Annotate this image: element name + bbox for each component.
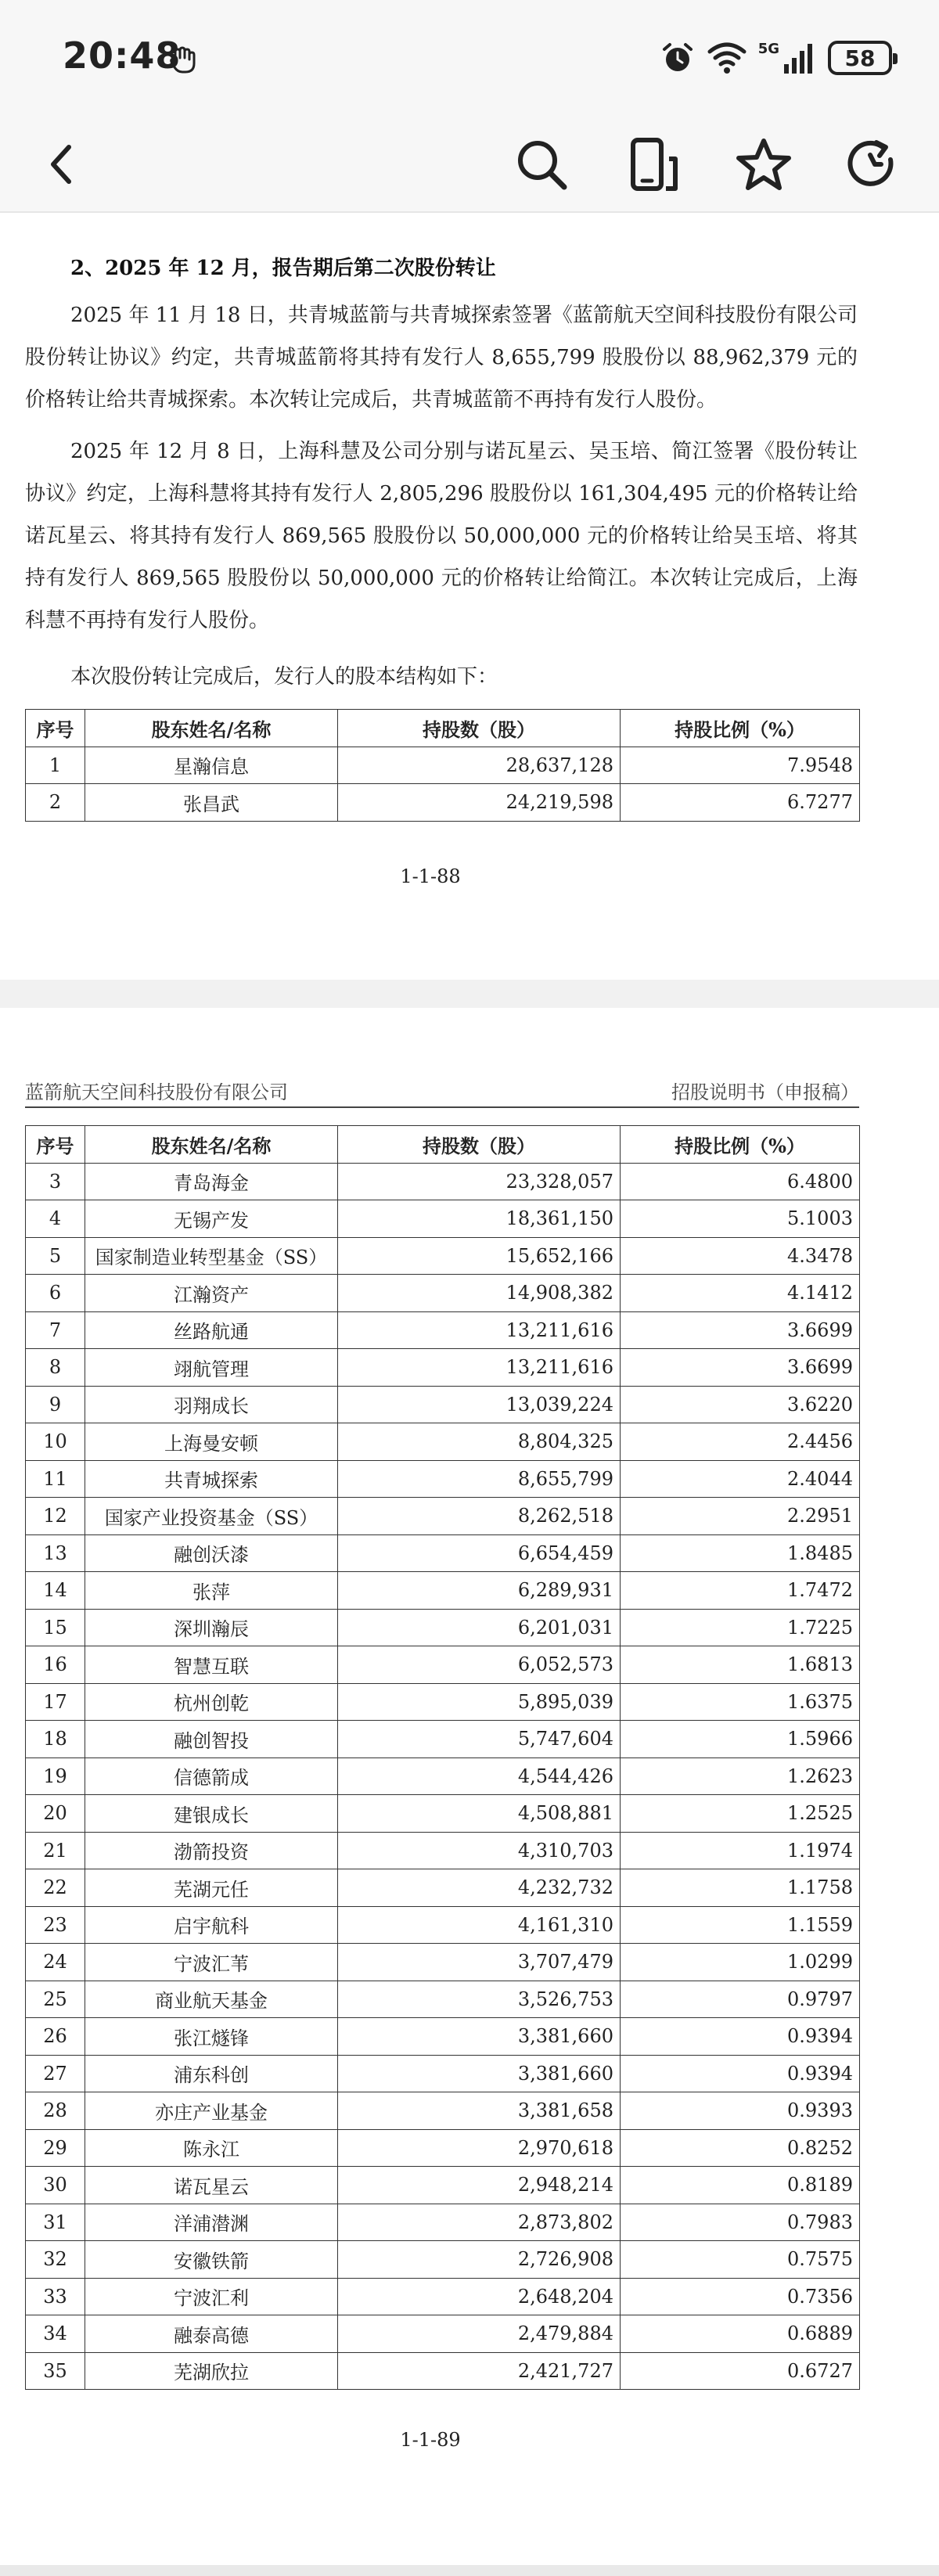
share-ratio: 5.1003 <box>621 1200 860 1238</box>
shareholder-name: 芜湖欣拉 <box>85 2352 338 2390</box>
status-bar <box>0 0 939 117</box>
shares-held: 8,804,325 <box>338 1423 621 1461</box>
shares-held: 6,289,931 <box>338 1572 621 1610</box>
header-shares: 持股数（股） <box>338 1126 621 1164</box>
shareholder-name: 融泰高德 <box>85 2315 338 2353</box>
shareholder-name: 张萍 <box>85 1572 338 1610</box>
shareholder-name: 宁波汇苇 <box>85 1944 338 1981</box>
shares-held: 13,211,616 <box>338 1311 621 1349</box>
device-rotate-icon <box>625 137 680 192</box>
table-row <box>26 1534 860 1572</box>
share-ratio: 2.4044 <box>621 1460 860 1498</box>
row-number: 1 <box>26 747 85 784</box>
bottom-bar <box>0 2565 939 2576</box>
signal-icon <box>782 41 817 75</box>
row-number: 25 <box>26 1981 85 2018</box>
share-ratio: 1.2623 <box>621 1758 860 1795</box>
wifi-icon <box>707 41 747 75</box>
page-number: 1-1-88 <box>400 865 461 887</box>
row-number: 14 <box>26 1572 85 1610</box>
shareholder-name: 渤箭投资 <box>85 1832 338 1869</box>
shareholder-name: 丝路航通 <box>85 1311 338 1349</box>
row-number: 29 <box>26 2129 85 2167</box>
shares-held: 3,381,660 <box>338 2055 621 2092</box>
row-number: 23 <box>26 1906 85 1944</box>
row-number: 15 <box>26 1609 85 1646</box>
row-number: 12 <box>26 1498 85 1535</box>
shareholder-name: 国家产业投资基金（SS） <box>85 1498 338 1535</box>
shares-held: 2,726,908 <box>338 2241 621 2279</box>
table-row <box>26 1944 860 1981</box>
document-page-88 <box>0 213 939 980</box>
row-number: 8 <box>26 1349 85 1387</box>
shareholder-name: 商业航天基金 <box>85 1981 338 2018</box>
table-row <box>26 1683 860 1721</box>
table-row <box>26 1795 860 1833</box>
row-number: 31 <box>26 2204 85 2241</box>
shareholder-name: 安徽铁箭 <box>85 2241 338 2279</box>
share-ratio: 0.9797 <box>621 1981 860 2018</box>
shareholder-name: 张昌武 <box>85 784 338 822</box>
table-row <box>26 2315 860 2353</box>
shares-held: 14,908,382 <box>338 1275 621 1312</box>
shareholder-name: 国家制造业转型基金（SS） <box>85 1237 338 1275</box>
search-button[interactable] <box>504 127 579 202</box>
share-ratio: 1.8485 <box>621 1534 860 1572</box>
shareholder-name: 智慧互联 <box>85 1646 338 1684</box>
share-ratio: 7.9548 <box>621 747 860 784</box>
table-row <box>26 2092 860 2130</box>
row-number: 11 <box>26 1460 85 1498</box>
share-ratio: 0.9394 <box>621 2055 860 2092</box>
table-row <box>26 1200 860 1238</box>
share-ratio: 1.1974 <box>621 1832 860 1869</box>
table-row <box>26 1646 860 1684</box>
shareholder-table-part2 <box>25 1125 860 2390</box>
shares-held: 6,201,031 <box>338 1609 621 1646</box>
share-ratio: 2.4456 <box>621 1423 860 1461</box>
share-ratio: 1.1559 <box>621 1906 860 1944</box>
shares-held: 3,526,753 <box>338 1981 621 2018</box>
table-row <box>26 1163 860 1200</box>
shareholder-name: 芜湖元任 <box>85 1869 338 1907</box>
row-number: 10 <box>26 1423 85 1461</box>
table-row <box>26 1572 860 1610</box>
share-ratio: 0.7356 <box>621 2278 860 2315</box>
share-ratio: 0.7575 <box>621 2241 860 2279</box>
shares-held: 4,544,426 <box>338 1758 621 1795</box>
row-number: 30 <box>26 2167 85 2204</box>
favorite-button[interactable] <box>726 127 801 202</box>
shareholder-name: 融创智投 <box>85 1721 338 1758</box>
paragraph-transfer-2: 2025 年 12 月 8 日，上海科慧及公司分别与诺瓦星云、吴玉培、简江签署《股份转让协议》约定，上海科慧将其持有发行人 2,805,296 股股份以 161,304,495 元的价格转让给诺瓦星云、将其持有发行人 869,565 股股份以 50,000,000 元的价格转让给吴玉培、将其持有发行人 869,565 股股份以 50,000,000 元的价格转让给简江。本次转让完成后，上海科慧不再持有发行人股份。 <box>25 440 858 632</box>
share-ratio: 4.3478 <box>621 1237 860 1275</box>
table-row <box>26 1386 860 1423</box>
share-ratio: 6.4800 <box>621 1163 860 1200</box>
row-number: 20 <box>26 1795 85 1833</box>
table-row <box>26 1609 860 1646</box>
shares-held: 3,381,660 <box>338 2018 621 2056</box>
share-ratio: 1.2525 <box>621 1795 860 1833</box>
share-ratio: 1.0299 <box>621 1944 860 1981</box>
page-gap <box>0 980 939 1008</box>
shares-held: 2,479,884 <box>338 2315 621 2353</box>
row-number: 3 <box>26 1163 85 1200</box>
shares-held: 24,219,598 <box>338 784 621 822</box>
row-number: 5 <box>26 1237 85 1275</box>
table-row <box>26 1423 860 1461</box>
shares-held: 4,310,703 <box>338 1832 621 1869</box>
shareholder-name: 翊航管理 <box>85 1349 338 1387</box>
document-type: 招股说明书（申报稿） <box>671 1081 859 1103</box>
shares-held: 13,039,224 <box>338 1386 621 1423</box>
section-title: 2、2025 年 12 月，报告期后第二次股份转让 <box>70 257 496 280</box>
shares-held: 8,655,799 <box>338 1460 621 1498</box>
shareholder-name: 亦庄产业基金 <box>85 2092 338 2130</box>
alarm-icon <box>660 40 696 76</box>
header-no: 序号 <box>26 710 85 747</box>
row-number: 17 <box>26 1683 85 1721</box>
battery-level: 58 <box>844 45 876 71</box>
table-row <box>26 2352 860 2390</box>
shareholder-name: 无锡产发 <box>85 1200 338 1238</box>
share-ratio: 0.9394 <box>621 2018 860 2056</box>
table-row <box>26 2204 860 2241</box>
network-type: 5G <box>757 40 779 57</box>
shares-held: 28,637,128 <box>338 747 621 784</box>
shareholder-name: 信德箭成 <box>85 1758 338 1795</box>
table-header-row <box>26 1126 860 1164</box>
shares-held: 23,328,057 <box>338 1163 621 1200</box>
share-ratio: 1.7472 <box>621 1572 860 1610</box>
row-number: 9 <box>26 1386 85 1423</box>
refresh-button[interactable] <box>836 127 911 202</box>
hand-icon <box>166 42 200 77</box>
table-row <box>26 2167 860 2204</box>
shareholder-name: 诺瓦星云 <box>85 2167 338 2204</box>
shares-held: 2,421,727 <box>338 2352 621 2390</box>
shares-held: 15,652,166 <box>338 1237 621 1275</box>
page-number: 1-1-89 <box>400 2429 461 2451</box>
share-ratio: 6.7277 <box>621 784 860 822</box>
shares-held: 3,381,658 <box>338 2092 621 2130</box>
share-ratio: 1.1758 <box>621 1869 860 1907</box>
row-number: 19 <box>26 1758 85 1795</box>
row-number: 32 <box>26 2241 85 2279</box>
shares-held: 6,052,573 <box>338 1646 621 1684</box>
share-ratio: 1.6375 <box>621 1683 860 1721</box>
share-ratio: 1.6813 <box>621 1646 860 1684</box>
share-ratio: 0.9393 <box>621 2092 860 2130</box>
share-ratio: 1.7225 <box>621 1609 860 1646</box>
reader-toolbar <box>0 117 939 211</box>
header-name: 股东姓名/名称 <box>85 710 338 747</box>
share-ratio: 4.1412 <box>621 1275 860 1312</box>
shareholder-name: 星瀚信息 <box>85 747 338 784</box>
share-ratio: 0.6889 <box>621 2315 860 2353</box>
row-number: 34 <box>26 2315 85 2353</box>
shares-held: 4,161,310 <box>338 1906 621 1944</box>
table-row <box>26 1906 860 1944</box>
shares-held: 2,948,214 <box>338 2167 621 2204</box>
shareholder-name: 启宇航科 <box>85 1906 338 1944</box>
structure-intro: 本次股份转让完成后，发行人的股本结构如下： <box>70 665 498 689</box>
table-row <box>26 1275 860 1312</box>
table-row <box>26 2278 860 2315</box>
row-number: 22 <box>26 1869 85 1907</box>
shareholder-name: 张江燧锋 <box>85 2018 338 2056</box>
shareholder-name: 上海曼安顿 <box>85 1423 338 1461</box>
device-mode-button[interactable] <box>615 127 690 202</box>
row-number: 18 <box>26 1721 85 1758</box>
table-row <box>26 1498 860 1535</box>
row-number: 21 <box>26 1832 85 1869</box>
table-row <box>26 1832 860 1869</box>
row-number: 26 <box>26 2018 85 2056</box>
shares-held: 3,707,479 <box>338 1944 621 1981</box>
shares-held: 8,262,518 <box>338 1498 621 1535</box>
table-body <box>26 1163 860 2390</box>
share-ratio: 3.6699 <box>621 1349 860 1387</box>
table-row <box>26 784 860 822</box>
shareholder-name: 洋浦潜渊 <box>85 2204 338 2241</box>
table-row <box>26 1758 860 1795</box>
share-ratio: 1.5966 <box>621 1721 860 1758</box>
row-number: 4 <box>26 1200 85 1238</box>
table-row <box>26 2129 860 2167</box>
table-row <box>26 747 860 784</box>
shares-held: 6,654,459 <box>338 1534 621 1572</box>
table-header-row <box>26 710 860 747</box>
shares-held: 5,895,039 <box>338 1683 621 1721</box>
shareholder-name: 杭州创乾 <box>85 1683 338 1721</box>
shares-held: 5,747,604 <box>338 1721 621 1758</box>
shareholder-name: 浦东科创 <box>85 2055 338 2092</box>
share-ratio: 3.6220 <box>621 1386 860 1423</box>
shares-held: 2,873,802 <box>338 2204 621 2241</box>
table-row <box>26 1349 860 1387</box>
shareholder-table-part1 <box>25 709 860 822</box>
table-row <box>26 1311 860 1349</box>
row-number: 27 <box>26 2055 85 2092</box>
row-number: 2 <box>26 784 85 822</box>
paragraph-transfer-1: 2025 年 11 月 18 日，共青城蓝箭与共青城探索签署《蓝箭航天空间科技股份有限公司股份转让协议》约定，共青城蓝箭将其持有发行人 8,655,799 股股份以 88,962,379 元的价格转让给共青城探索。本次转让完成后，共青城蓝箭不再持有发行人股份。 <box>25 304 858 412</box>
row-number: 35 <box>26 2352 85 2390</box>
header-no: 序号 <box>26 1126 85 1164</box>
battery-indicator <box>828 41 892 75</box>
shareholder-name: 陈永江 <box>85 2129 338 2167</box>
shareholder-name: 共青城探索 <box>85 1460 338 1498</box>
table-row <box>26 2241 860 2279</box>
header-name: 股东姓名/名称 <box>85 1126 338 1164</box>
status-time: 20:48 <box>63 34 182 77</box>
shareholder-name: 江瀚资产 <box>85 1275 338 1312</box>
shares-held: 4,232,732 <box>338 1869 621 1907</box>
star-icon <box>736 137 792 192</box>
table-row <box>26 1460 860 1498</box>
share-ratio: 0.6727 <box>621 2352 860 2390</box>
share-ratio: 0.8252 <box>621 2129 860 2167</box>
header-ratio: 持股比例（%） <box>621 1126 860 1164</box>
row-number: 7 <box>26 1311 85 1349</box>
header-shares: 持股数（股） <box>338 710 621 747</box>
shareholder-name: 建银成长 <box>85 1795 338 1833</box>
shares-held: 2,648,204 <box>338 2278 621 2315</box>
table-row <box>26 2018 860 2056</box>
back-button[interactable] <box>23 127 99 202</box>
shareholder-name: 宁波汇利 <box>85 2278 338 2315</box>
shareholder-name: 羽翔成长 <box>85 1386 338 1423</box>
shares-held: 13,211,616 <box>338 1349 621 1387</box>
share-ratio: 3.6699 <box>621 1311 860 1349</box>
shareholder-name: 融创沃漆 <box>85 1534 338 1572</box>
table-row <box>26 1721 860 1758</box>
document-page-89 <box>0 1008 939 2565</box>
page-header <box>25 1077 859 1108</box>
row-number: 16 <box>26 1646 85 1684</box>
row-number: 13 <box>26 1534 85 1572</box>
table-row <box>26 1237 860 1275</box>
share-ratio: 0.8189 <box>621 2167 860 2204</box>
shares-held: 2,970,618 <box>338 2129 621 2167</box>
search-icon <box>514 137 569 192</box>
table-body <box>26 747 860 821</box>
table-row <box>26 1869 860 1907</box>
shares-held: 18,361,150 <box>338 1200 621 1238</box>
share-ratio: 2.2951 <box>621 1498 860 1535</box>
header-ratio: 持股比例（%） <box>621 710 860 747</box>
shareholder-name: 深圳瀚辰 <box>85 1609 338 1646</box>
share-ratio: 0.7983 <box>621 2204 860 2241</box>
company-name: 蓝箭航天空间科技股份有限公司 <box>25 1081 288 1103</box>
shareholder-name: 青岛海金 <box>85 1163 338 1200</box>
row-number: 28 <box>26 2092 85 2130</box>
refresh-icon <box>845 136 901 192</box>
table-row <box>26 2055 860 2092</box>
chevron-left-icon <box>44 141 78 188</box>
row-number: 24 <box>26 1944 85 1981</box>
table-row <box>26 1981 860 2018</box>
shares-held: 4,508,881 <box>338 1795 621 1833</box>
row-number: 6 <box>26 1275 85 1312</box>
row-number: 33 <box>26 2278 85 2315</box>
